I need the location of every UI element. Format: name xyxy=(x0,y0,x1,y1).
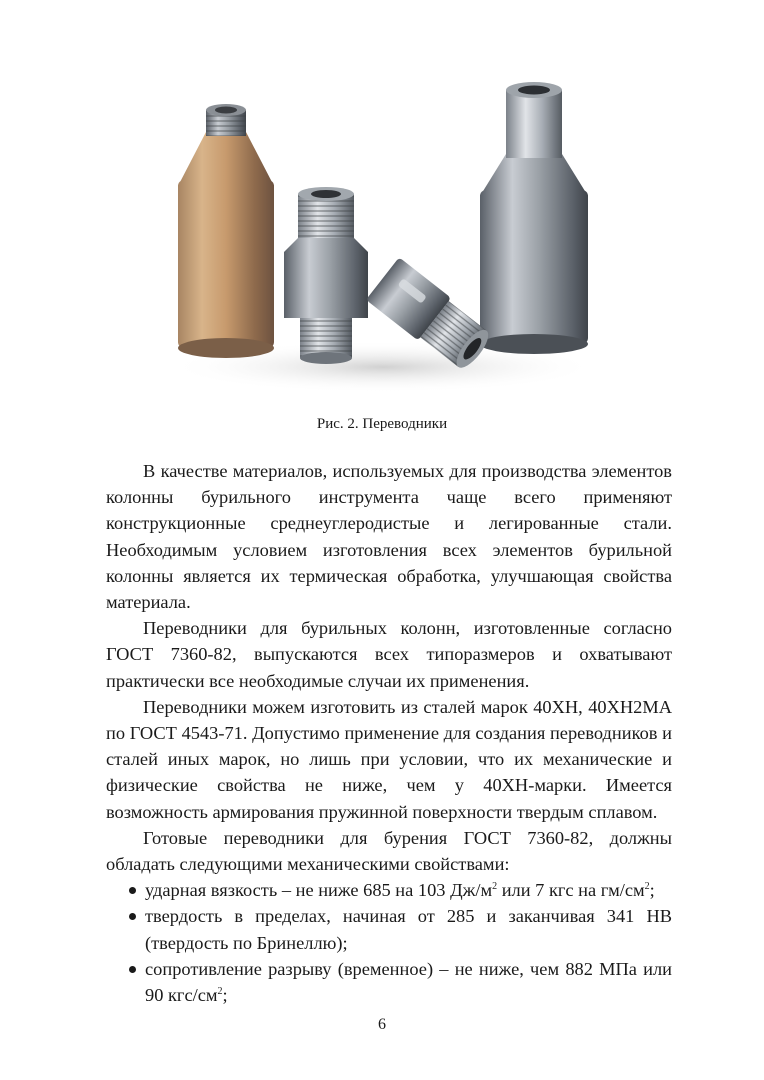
page-number: 6 xyxy=(378,1016,386,1033)
list-item-impact-strength: ударная вязкость – не ниже 685 на 103 $Дж/м^2$ или 7 кгс на $гм/см^2$; xyxy=(106,877,672,903)
bullet-icon xyxy=(129,887,136,894)
bullet-icon xyxy=(129,966,136,973)
list-item-hardness: твердость в пределах, начиная от 285 и заканчивая 341 НВ (твердость по Бринеллю); xyxy=(106,903,672,955)
paragraph-properties-intro: Готовые переводники для бурения ГОСТ 7360-82, должны обладать следующими механическими свойствами: xyxy=(106,827,672,875)
brass-sub xyxy=(178,104,274,358)
figure-drill-subs-photo xyxy=(150,62,616,404)
main-text xyxy=(106,458,672,1008)
steel-sub-tall xyxy=(480,82,588,354)
figure-caption: Рис. 2. Переводники xyxy=(316,416,448,432)
bullet-icon xyxy=(129,913,136,920)
steel-sub-middle xyxy=(284,187,368,364)
paragraph-materials: В качестве материалов, используемых для производства элементов колонны бурильного инструмента чаще всего применяют конструкционные среднеуглеродистые и легированные стали. Необходимым условием изготовления всех элементов бурильной колонны является их термическая обработка, улучшающая свойства материала. xyxy=(106,461,672,613)
list-item-tensile-strength: сопротивление разрыву (временное) – не ниже, чем 882 МПа или 90 кгс/$см^2$; xyxy=(106,956,672,1008)
properties-list xyxy=(106,877,672,1008)
paragraph-steel-grades: Переводники можем изготовить из сталей марок 40ХН, 40ХН2МА по ГОСТ 4543-71. Допустимо применение для создания переводников и сталей иных марок, но лишь при условии, что их механические и физические свойства не ниже, чем у 40ХН-марки. Имеется возможность армирования пружинной поверхности твердым сплавом. xyxy=(106,696,672,822)
paragraph-gost-7360: Переводники для бурильных колонн, изготовленные согласно ГОСТ 7360-82, выпускаются всех типоразмеров и охватывают практически все необходимые случаи их применения. xyxy=(106,618,672,691)
